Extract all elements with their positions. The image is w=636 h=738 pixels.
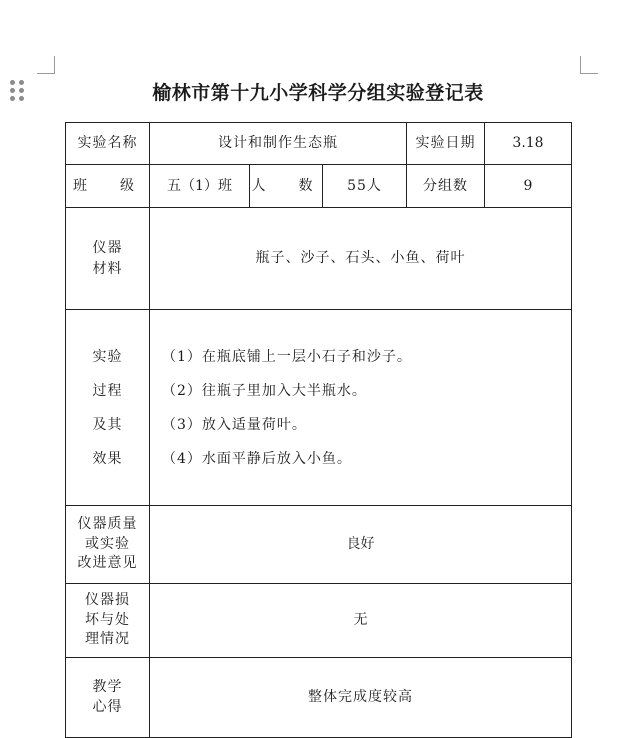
- quality-label: [66, 506, 150, 584]
- process-step: （4）水面平静后放入小鱼。: [162, 450, 352, 467]
- table-row: [66, 123, 572, 165]
- process-step: （3）放入适量荷叶。: [162, 416, 307, 433]
- table-row: [66, 310, 572, 506]
- table-row: [66, 658, 572, 738]
- crop-mark-right-v: [580, 56, 581, 73]
- materials-label-line: 仪器: [92, 240, 123, 257]
- experiment-name-label: 实验名称: [66, 123, 150, 165]
- process-label-line: 过程: [92, 382, 123, 399]
- process-label-line: 效果: [92, 450, 123, 467]
- damage-value[interactable]: 无: [150, 584, 572, 658]
- quality-label-line: 或实验: [85, 535, 130, 552]
- groups-label: 分组数: [407, 165, 485, 208]
- people-label: 人 数: [250, 165, 323, 208]
- quality-label-line: 仪器质量: [77, 516, 138, 533]
- table-row: [66, 208, 572, 310]
- damage-label-line: 理情况: [85, 631, 130, 648]
- crop-mark-right-h: [580, 73, 598, 74]
- experiment-name-value[interactable]: 设计和制作生态瓶: [150, 123, 407, 165]
- process-label-line: 实验: [92, 348, 123, 365]
- people-value[interactable]: 55人: [323, 165, 407, 208]
- process-steps[interactable]: [150, 310, 572, 506]
- process-label: [66, 310, 150, 506]
- process-label-line: 及其: [92, 416, 123, 433]
- experiment-date-value[interactable]: 3.18: [485, 123, 572, 165]
- quality-label-line: 改进意见: [77, 555, 138, 572]
- quality-value[interactable]: 良好: [150, 506, 572, 584]
- crop-mark-left-h: [37, 73, 55, 74]
- teaching-label-line: 心得: [92, 698, 123, 715]
- materials-value[interactable]: 瓶子、沙子、石头、小鱼、荷叶: [150, 208, 572, 310]
- materials-label: [66, 208, 150, 310]
- damage-label-line: 仪器损: [85, 592, 130, 609]
- damage-label-line: 坏与处: [85, 611, 130, 628]
- document-title: 榆林市第十九小学科学分组实验登记表: [152, 82, 484, 104]
- crop-mark-left-v: [54, 56, 55, 73]
- experiment-date-label: 实验日期: [407, 123, 485, 165]
- materials-label-line: 材料: [92, 260, 123, 277]
- class-value[interactable]: 五（1）班: [150, 165, 250, 208]
- process-step: （1）在瓶底铺上一层小石子和沙子。: [162, 348, 412, 365]
- class-label: 班 级: [66, 165, 150, 208]
- teaching-label: [66, 658, 150, 738]
- experiment-record-table: [65, 122, 572, 738]
- table-row: [66, 506, 572, 584]
- groups-value[interactable]: 9: [485, 165, 572, 208]
- table-row: [66, 584, 572, 658]
- teaching-label-line: 教学: [92, 678, 123, 695]
- process-step: （2）往瓶子里加入大半瓶水。: [162, 382, 367, 399]
- table-row: [66, 165, 572, 208]
- teaching-value[interactable]: 整体完成度较高: [150, 658, 572, 738]
- damage-label: [66, 584, 150, 658]
